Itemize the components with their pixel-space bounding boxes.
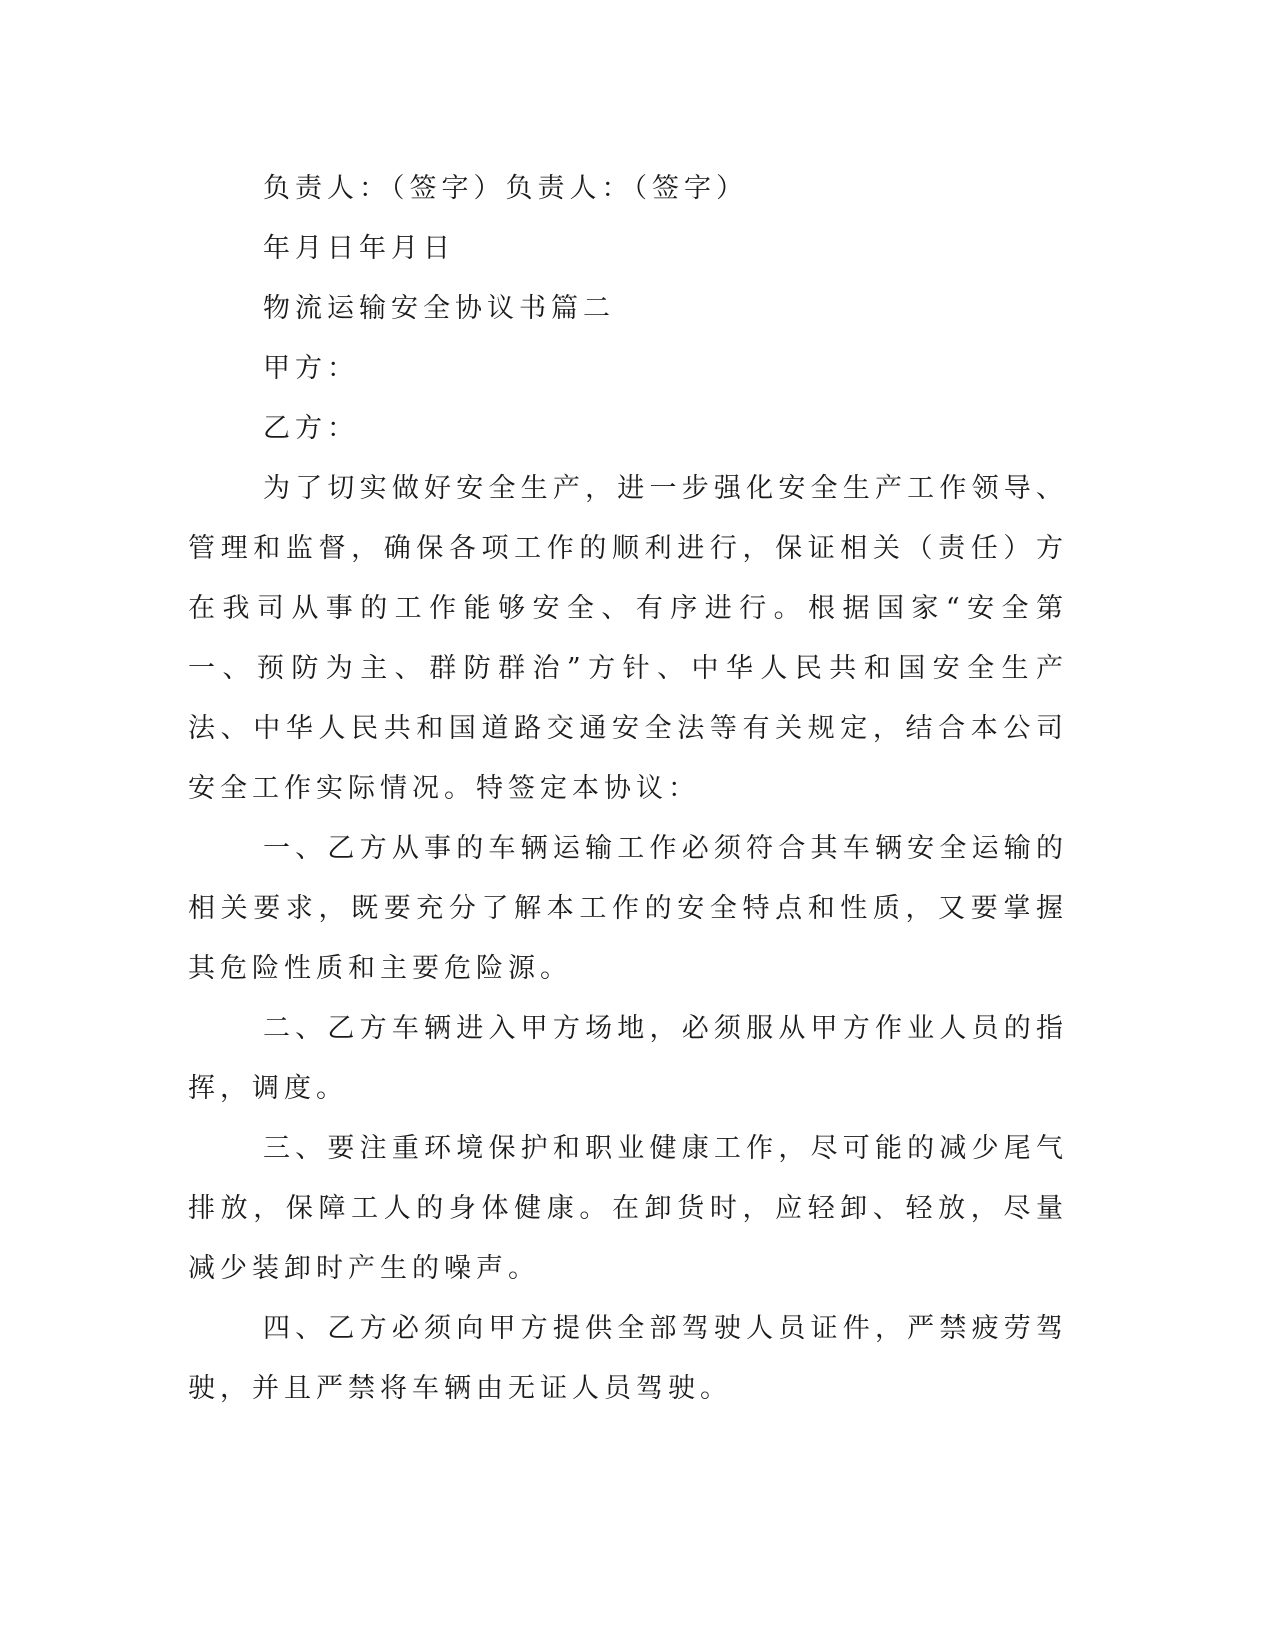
- date-line: 年月日年月日: [263, 233, 455, 264]
- clause-1: 一、乙方从事的车辆运输工作必须符合其车辆安全运输的相关要求，既要充分了解本工作的安全特点和性质，又要掌握其危险性质和主要危险源。: [188, 833, 1068, 984]
- document-body: [188, 159, 1068, 1419]
- intro-paragraph: 为了切实做好安全生产，进一步强化安全生产工作领导、管理和监督，确保各项工作的顺利进行，保证相关（责任）方在我司从事的工作能够安全、有序进行。根据国家“安全第一、预防为主、群防群治”方针、中华人民共和国安全生产法、中华人民共和国道路交通安全法等有关规定，结合本公司安全工作实际情况。特签定本协议：: [188, 473, 1068, 804]
- section-title: 物流运输安全协议书篇二: [263, 293, 615, 324]
- clause-4: 四、乙方必须向甲方提供全部驾驶人员证件，严禁疲劳驾驶，并且严禁将车辆由无证人员驾驶。: [188, 1313, 1068, 1404]
- party-a-line: 甲方：: [263, 353, 359, 384]
- signature-line: 负责人：（签字）负责人：（签字）: [263, 173, 748, 204]
- clause-2: 二、乙方车辆进入甲方场地，必须服从甲方作业人员的指挥，调度。: [188, 1013, 1068, 1104]
- clause-3: 三、要注重环境保护和职业健康工作，尽可能的减少尾气排放，保障工人的身体健康。在卸货时，应轻卸、轻放，尽量减少装卸时产生的噪声。: [188, 1133, 1068, 1284]
- party-b-line: 乙方：: [263, 413, 359, 444]
